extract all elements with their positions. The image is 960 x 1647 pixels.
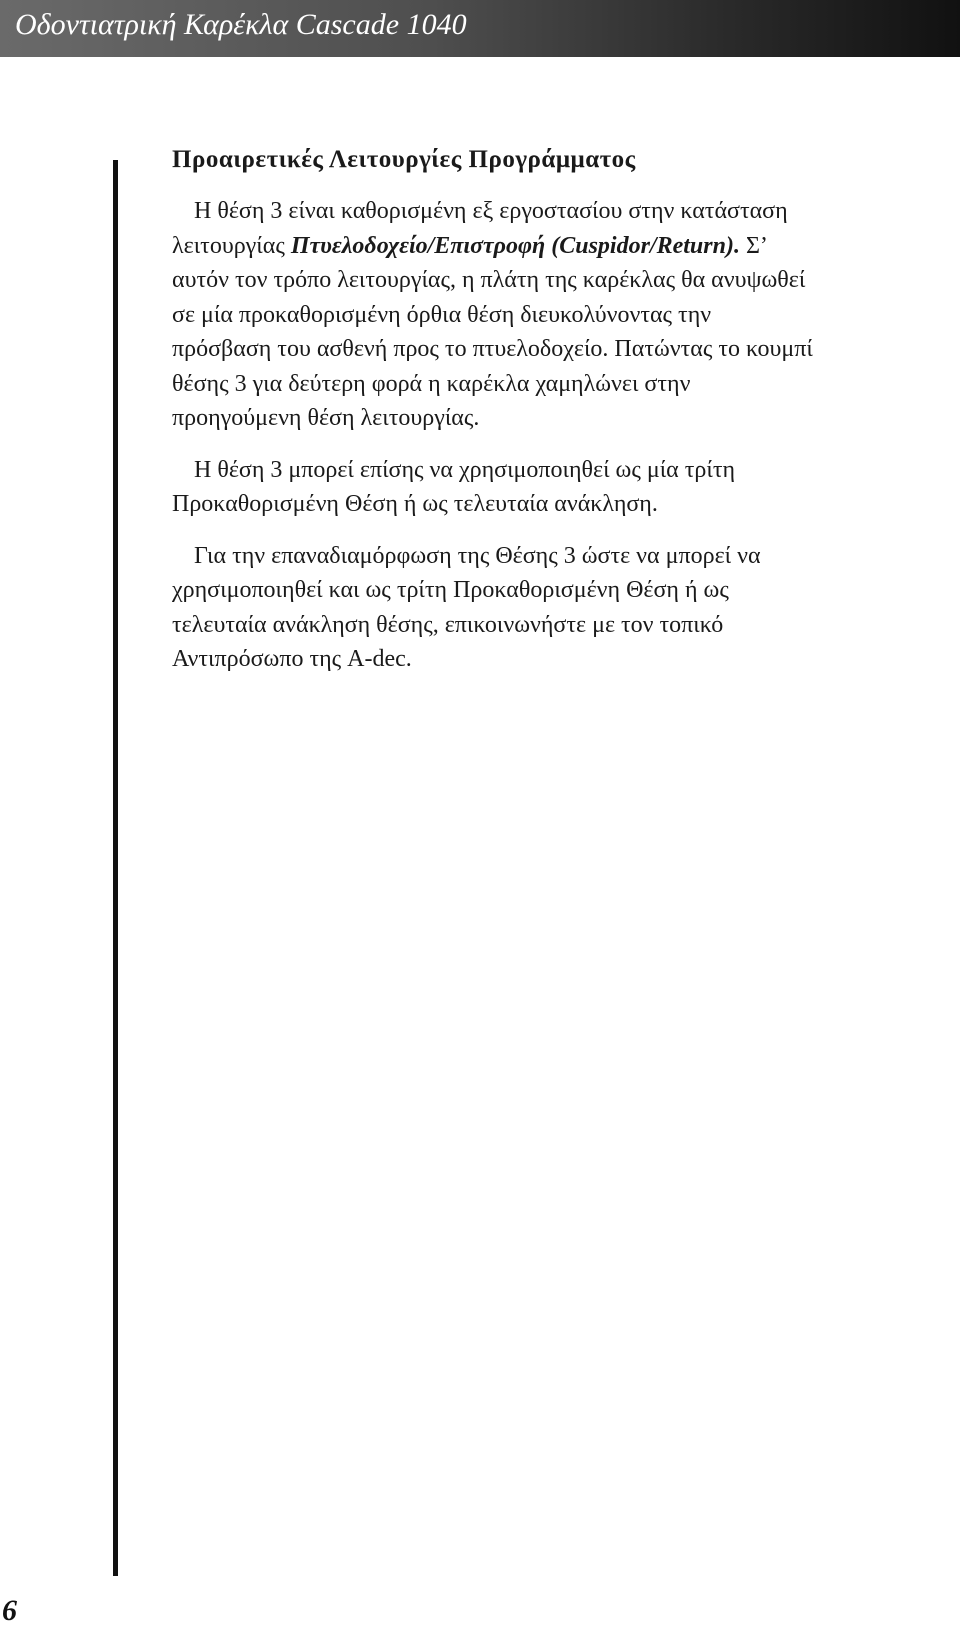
paragraph [172,453,952,522]
text-line [172,487,952,522]
page-number: 6 [2,1594,17,1627]
text-line [172,298,952,333]
text-line [172,401,952,436]
text-run: σε μία προκαθορισμένη όρθια θέση διευκολύνοντας την [172,301,712,328]
text-run: θέσης 3 για δεύτερη φορά η καρέκλα χαμηλώνει στην [172,370,691,397]
text-line [172,608,952,643]
text-run: χρησιμοποιηθεί και ως τρίτη Προκαθορισμένη Θέση ή ως [172,577,729,603]
text-run: Η θέση 3 μπορεί επίσης να χρησιμοποιηθεί ως μία τρίτη [194,456,736,483]
text-run: λειτουργίας [172,232,291,259]
page-title: Οδοντιατρική Καρέκλα Cascade 1040 [15,8,467,41]
section-heading: Προαιρετικές Λειτουργίες Προγράμματος [172,146,636,173]
text-line [172,573,952,608]
text-run: Αντιπρόσωπο της A-dec. [172,646,412,672]
text-line [172,367,952,402]
text-run: Σ’ [739,232,768,259]
text-run: πρόσβαση του ασθενή προς το πτυελοδοχείο. Πατώντας το κουμπί [172,336,813,362]
text-line [172,453,952,488]
text-run: Για την επαναδιαμόρφωση της Θέσης 3 ώστε να μπορεί να [194,542,761,569]
paragraph [172,194,952,436]
header-bar [0,0,960,57]
text-line [172,332,952,367]
text-run: Η θέση 3 είναι καθορισμένη εξ εργοστασίου στην κατάσταση [194,198,788,224]
paragraph [172,539,952,677]
text-line [172,539,952,574]
text-run: τελευταία ανάκληση θέσης, επικοινωνήστε με τον τοπικό [172,611,724,638]
text-line [172,263,952,298]
text-run: Προκαθορισμένη Θέση ή ως τελευταία ανάκληση. [172,491,658,517]
emphasized-text: Πτυελοδοχείο/Επιστροφή (Cuspidor/Return). [290,232,740,259]
text-line [172,194,952,229]
content-area [172,142,952,694]
text-line [172,229,952,264]
text-run: προηγούμενη θέση λειτουργίας. [172,405,480,431]
margin-rule [113,160,118,1576]
text-line [172,642,952,677]
text-run: αυτόν τον τρόπο λειτουργίας, η πλάτη της καρέκλας θα ανυψωθεί [172,267,806,293]
